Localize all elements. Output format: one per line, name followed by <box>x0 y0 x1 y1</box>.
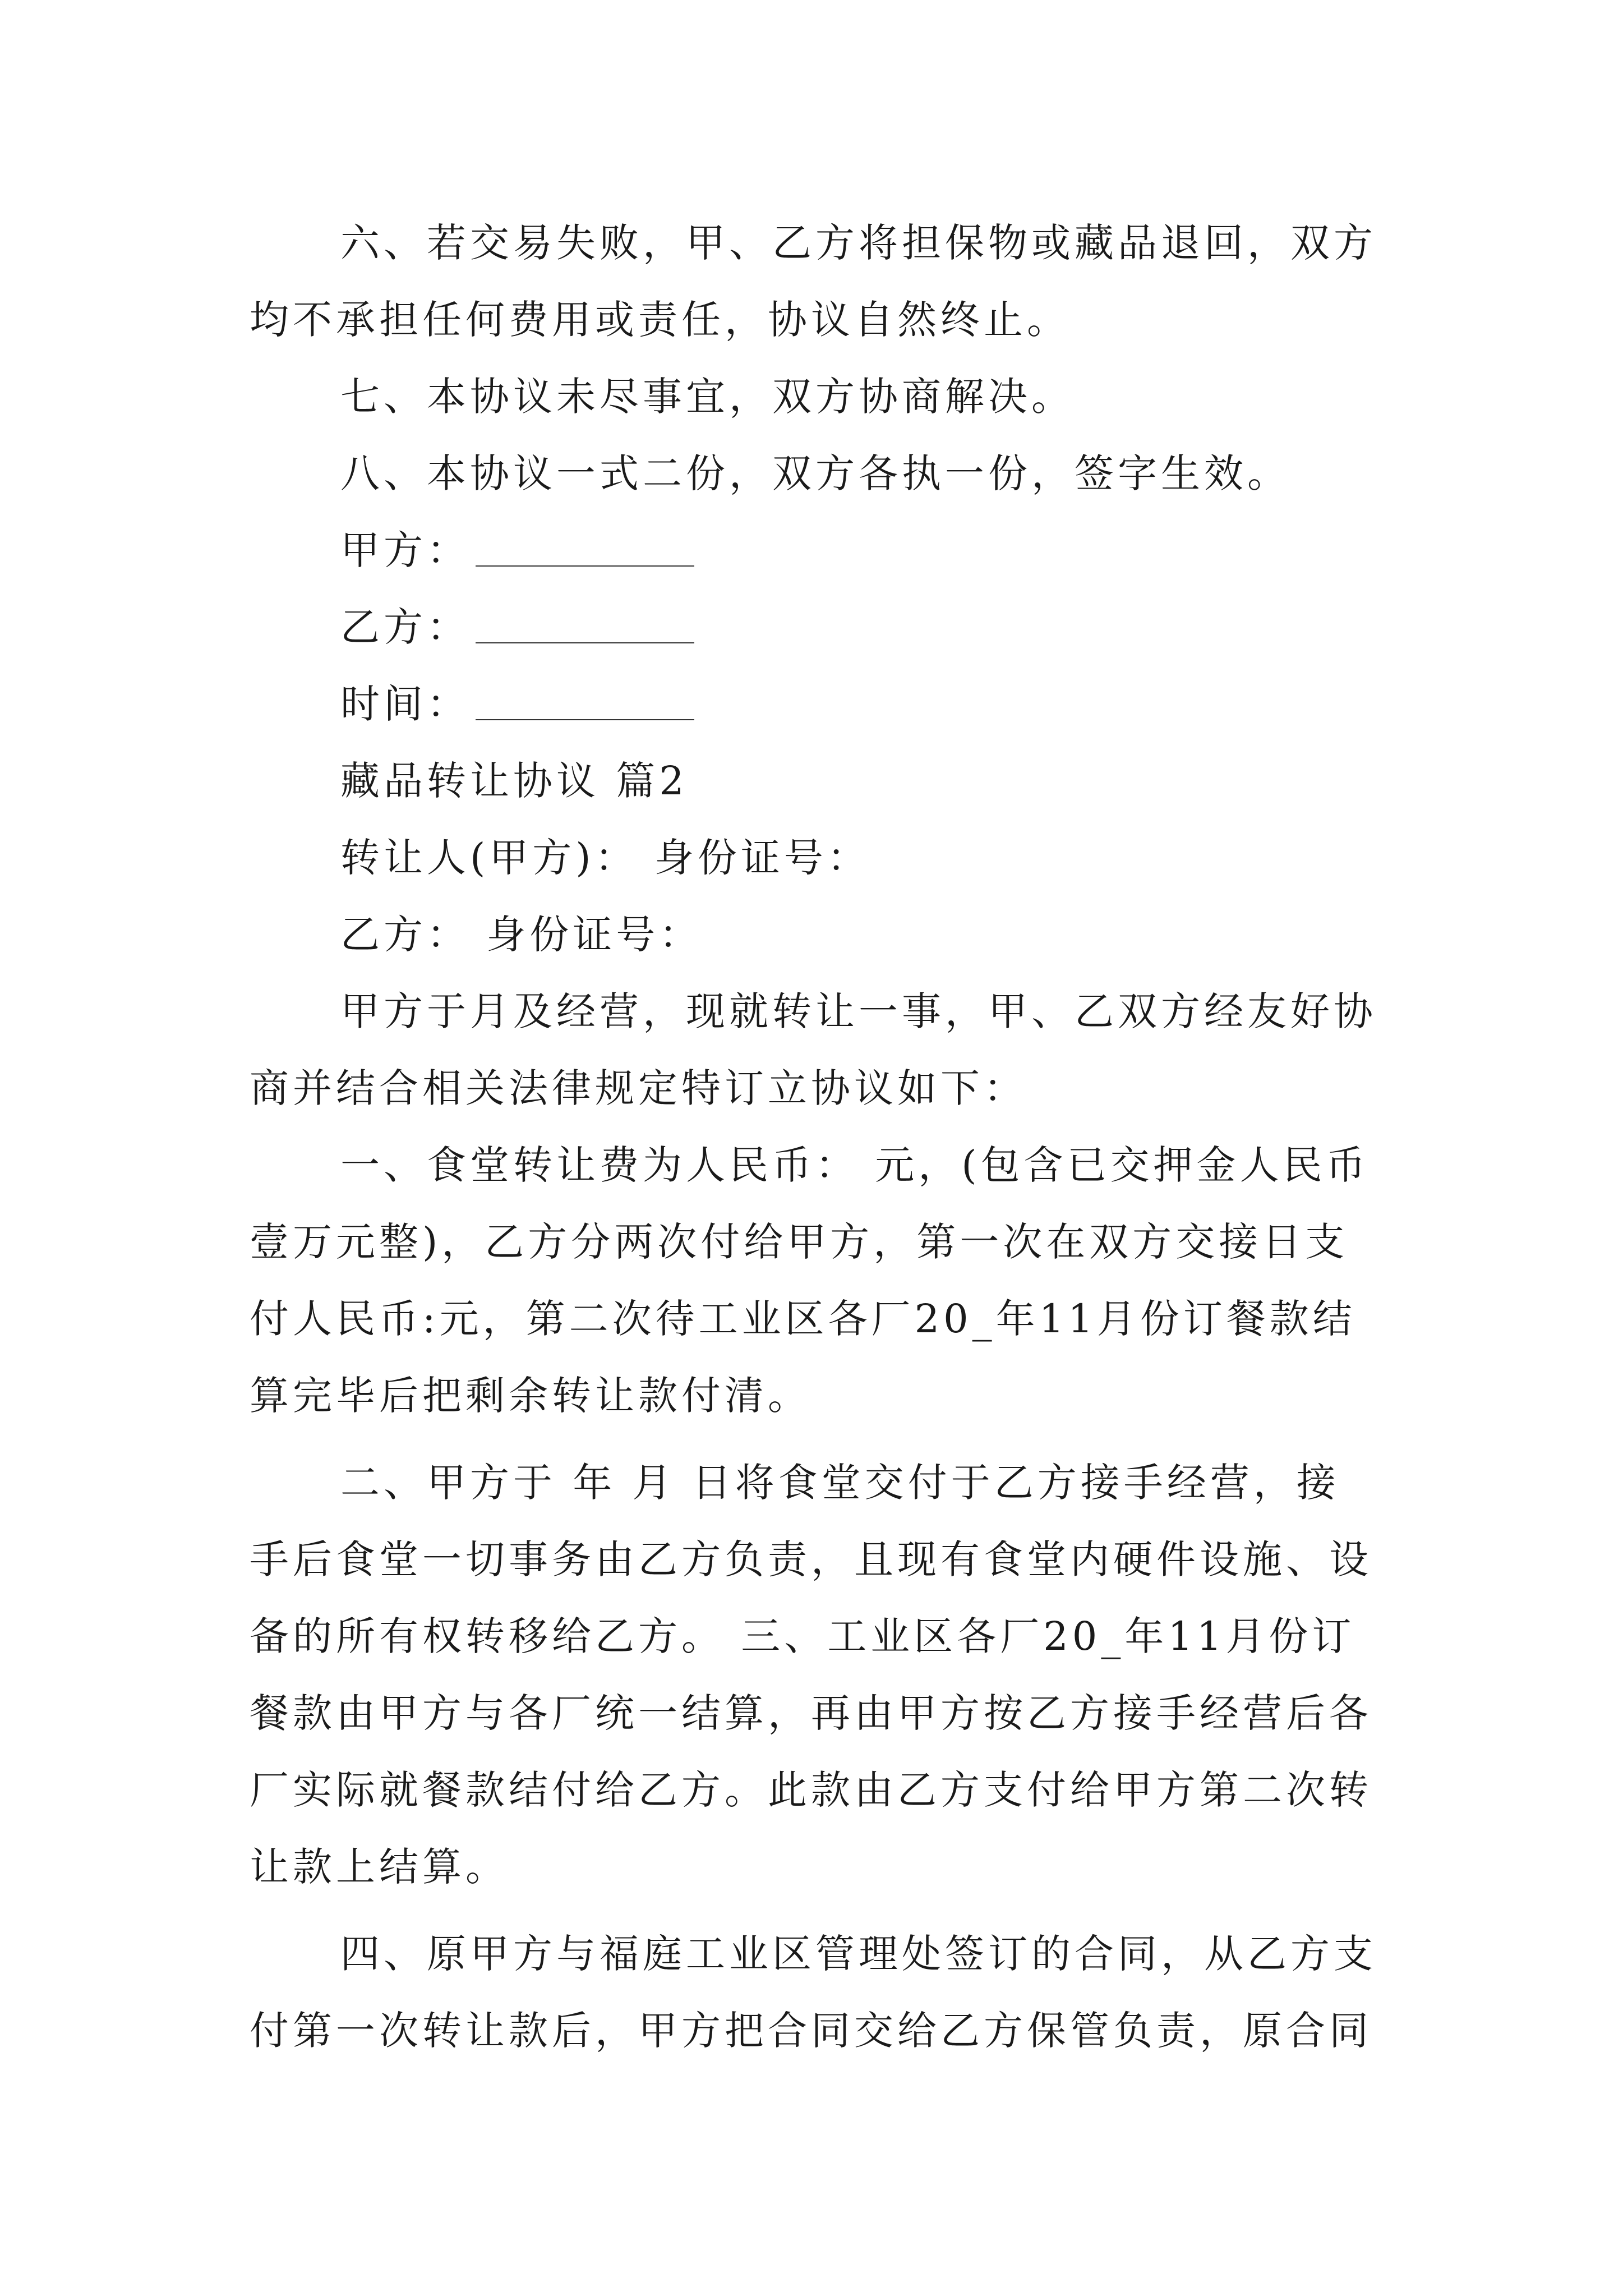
signature-party-b-blank <box>476 642 694 643</box>
clause-2-line-6: 让款上结算。 <box>250 1844 509 1890</box>
signature-time-label: 时间： <box>340 681 470 727</box>
signature-time-blank <box>476 719 694 720</box>
document-page <box>250 205 1388 2069</box>
clause-4-line-1: 四、原甲方与福庭工业区管理处签订的合同，从乙方支 <box>340 1931 1377 1977</box>
clause-2-line-4: 餐款由甲方与各厂统一结算，再由甲方按乙方接手经营后各 <box>250 1690 1372 1736</box>
intro-line-1: 甲方于月及经营，现就转让一事，甲、乙双方经友好协 <box>340 988 1377 1034</box>
signature-party-b-label: 乙方： <box>340 604 470 650</box>
paragraph-6-line-2: 均不承担任何费用或责任，协议自然终止。 <box>250 297 1070 343</box>
signature-party-a-blank <box>476 565 694 567</box>
clause-1-line-4: 算完毕后把剩余转让款付清。 <box>250 1373 811 1419</box>
clause-2-line-1: 二、甲方于 年 月 日将食堂交付于乙方接手经营，接 <box>340 1460 1340 1506</box>
intro-line-2: 商并结合相关法律规定特订立协议如下： <box>250 1065 1027 1111</box>
section-2-title: 藏品转让协议 篇2 <box>340 758 688 804</box>
paragraph-7: 七、本协议未尽事宜，双方协商解决。 <box>340 374 1075 420</box>
party-b-line: 乙方： 身份证号： <box>340 912 703 958</box>
signature-party-b <box>250 589 1388 666</box>
paragraph-8: 八、本协议一式二份，双方各执一份，签字生效。 <box>340 450 1290 496</box>
signature-party-a-label: 甲方： <box>340 527 470 573</box>
clause-2-line-2: 手后食堂一切事务由乙方负责，且现有食堂内硬件设施、设 <box>250 1536 1372 1582</box>
clause-4-line-2: 付第一次转让款后，甲方把合同交给乙方保管负责，原合同 <box>250 2008 1372 2054</box>
clause-2-line-5: 厂实际就餐款结付给乙方。此款由乙方支付给甲方第二次转 <box>250 1767 1372 1813</box>
clause-1-line-1: 一、食堂转让费为人民币： 元，(包含已交押金人民币 <box>340 1142 1370 1188</box>
clause-1-line-2: 壹万元整)，乙方分两次付给甲方，第一次在双方交接日支 <box>250 1219 1349 1265</box>
clause-2-line-3: 备的所有权转移给乙方。 三、工业区各厂20_年11月份订 <box>250 1613 1355 1659</box>
transferor-line: 转让人(甲方)： 身份证号： <box>340 835 870 881</box>
signature-time <box>250 666 1388 743</box>
clause-1-line-3: 付人民币:元，第二次待工业区各厂20_年11月份订餐款结 <box>250 1296 1356 1342</box>
signature-party-a <box>250 512 1388 589</box>
paragraph-6-line-1: 六、若交易失败，甲、乙方将担保物或藏品退回，双方 <box>340 220 1377 266</box>
